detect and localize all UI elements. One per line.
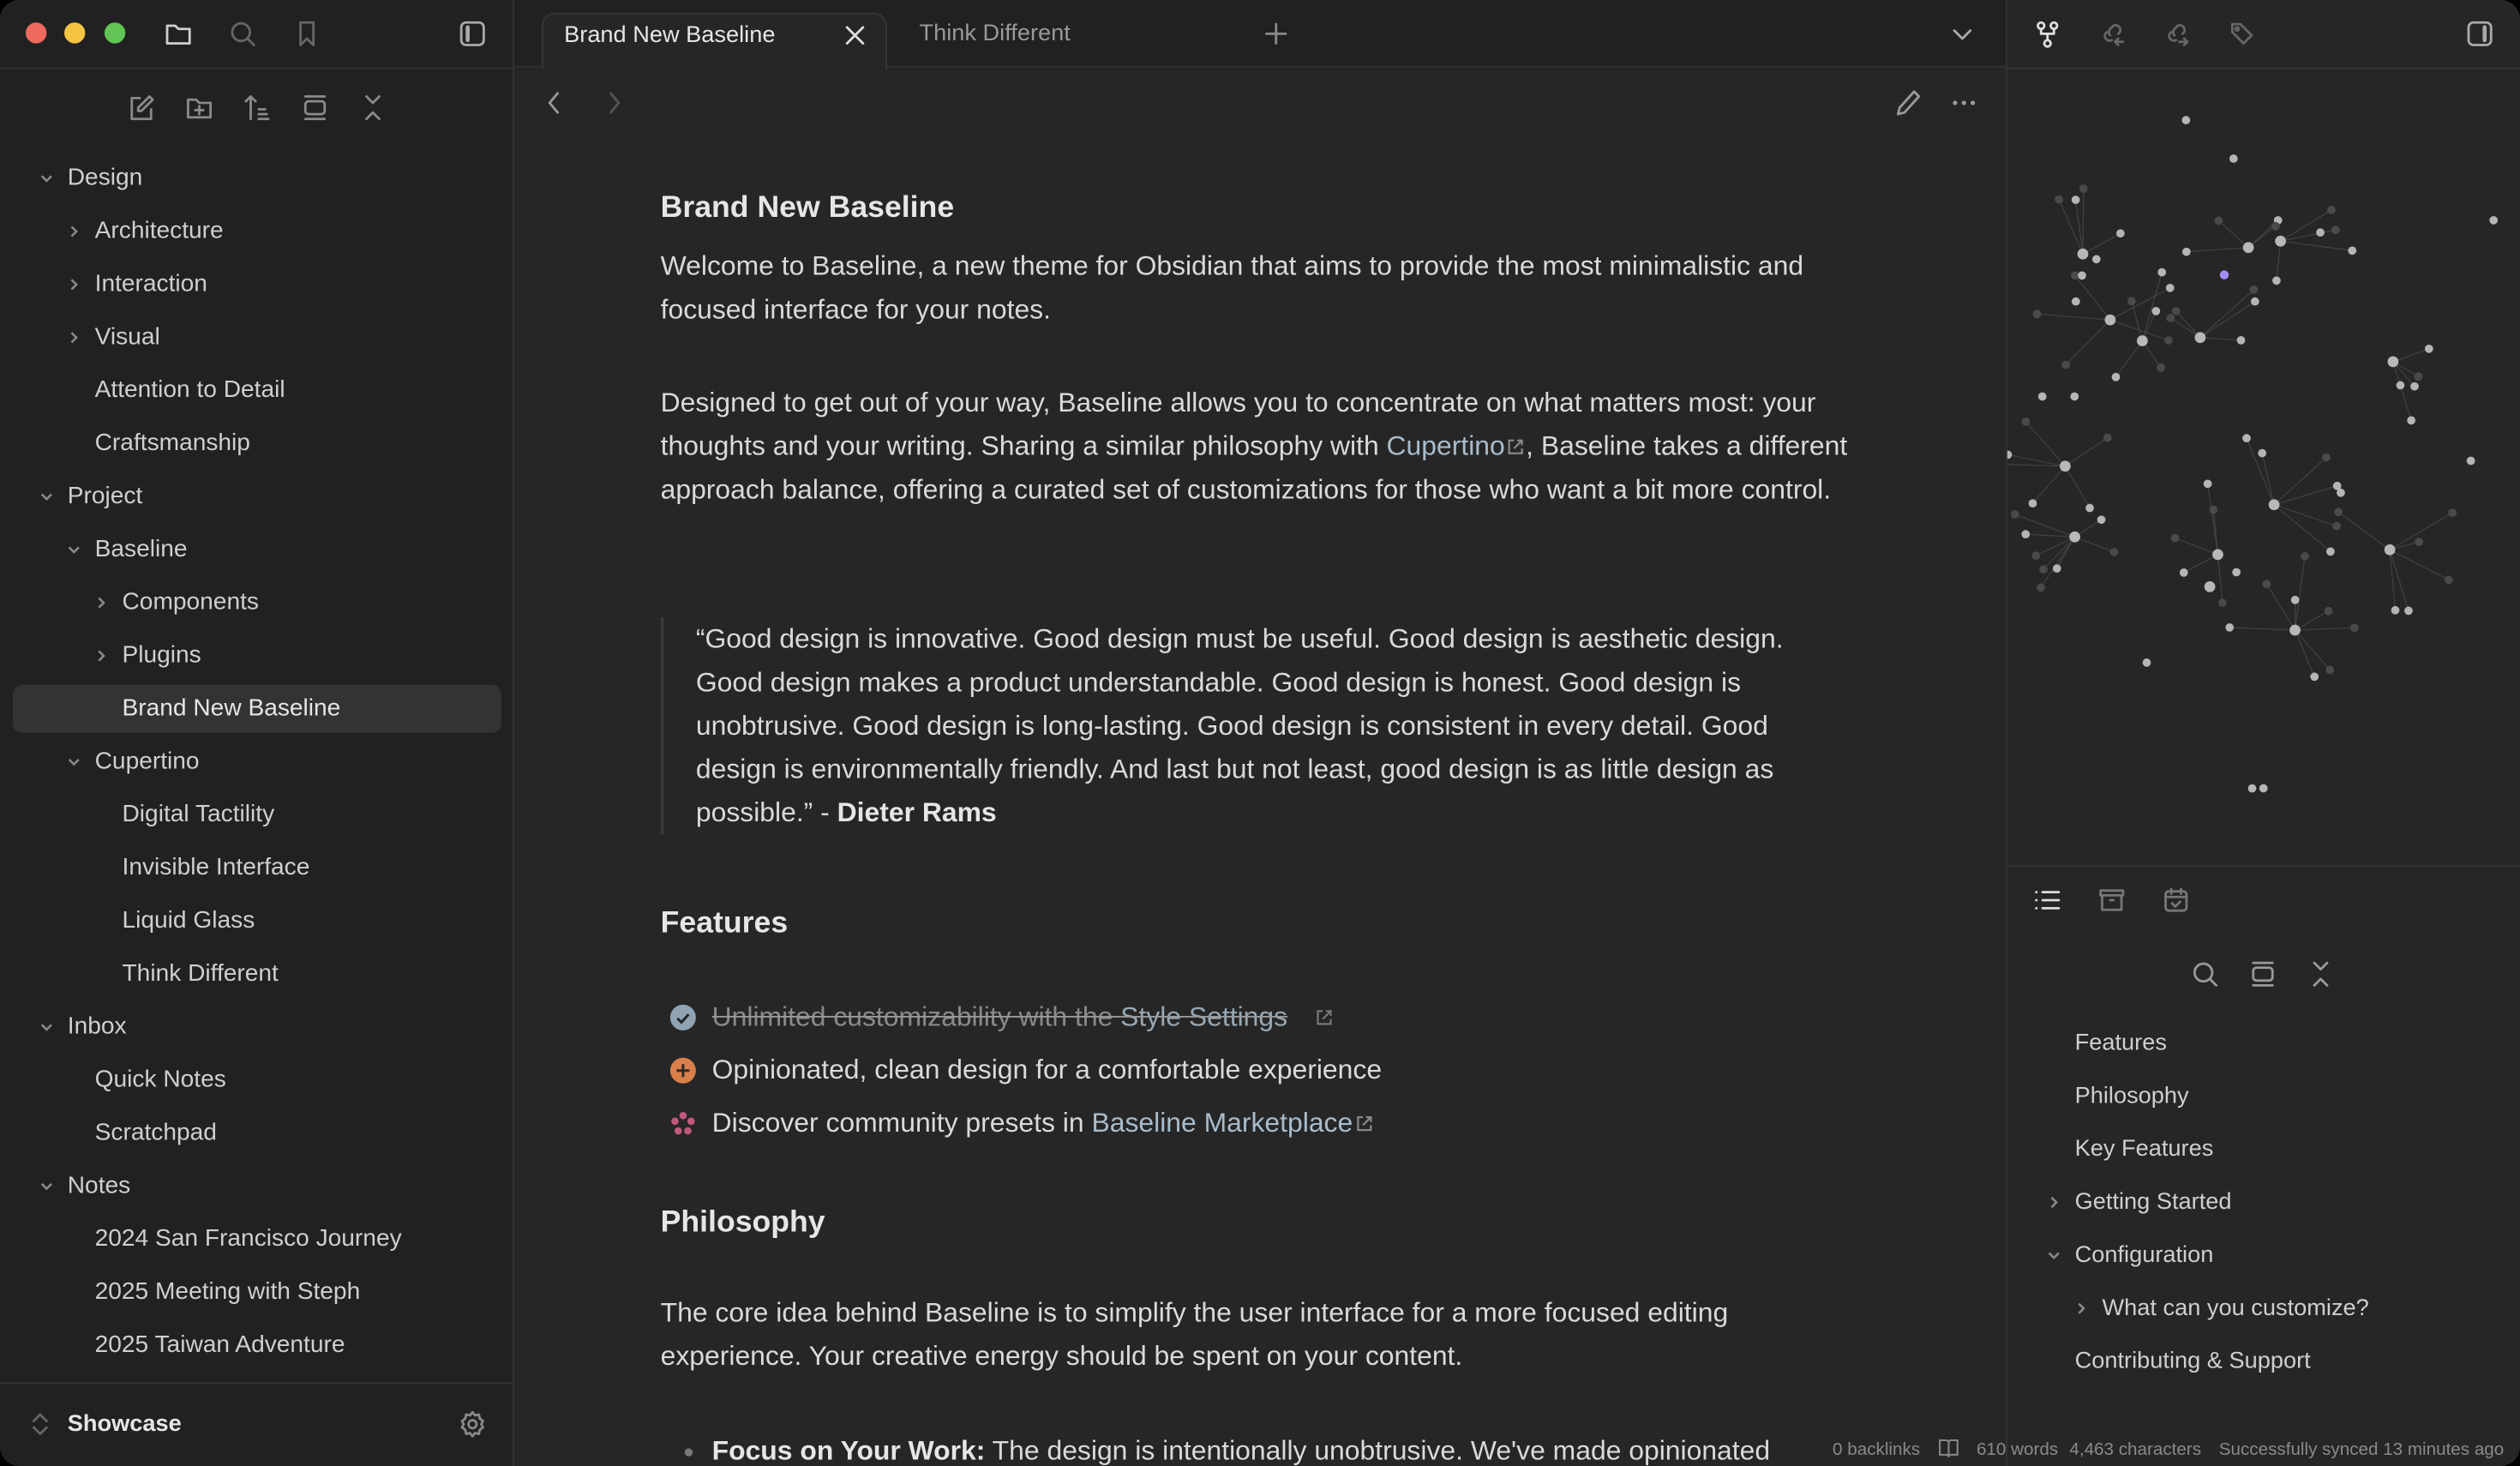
graph-node[interactable] (2205, 581, 2216, 592)
outline-item[interactable]: Configuration (2074, 1242, 2214, 1269)
search-icon[interactable] (228, 20, 257, 49)
graph-node[interactable] (2263, 580, 2271, 588)
minimize-window-button[interactable] (64, 22, 85, 43)
tags-icon[interactable] (2228, 20, 2257, 49)
graph-node[interactable] (2022, 418, 2031, 426)
close-tab-icon[interactable] (841, 21, 870, 50)
tab-list-chevron-down-icon[interactable] (1948, 20, 1977, 49)
tree-item[interactable] (13, 738, 501, 786)
new-note-icon[interactable] (127, 93, 156, 123)
blockquote (661, 617, 1851, 834)
heading-features: Features (660, 906, 789, 940)
task-text: Unlimited customizability with the (711, 1001, 1121, 1032)
outline-item[interactable]: Contributing & Support (2074, 1349, 2311, 1375)
tree-item-label: Scratchpad (94, 1119, 217, 1146)
graph-node[interactable] (2425, 345, 2433, 353)
graph-node[interactable] (2021, 530, 2030, 538)
graph-node[interactable] (2242, 434, 2251, 442)
maximize-window-button[interactable] (105, 22, 125, 43)
heading-philosophy: Philosophy (660, 1205, 825, 1240)
graph-node[interactable] (2243, 242, 2254, 253)
graph-node[interactable] (2072, 195, 2080, 204)
backlinks-count[interactable]: 0 backlinks (1833, 1440, 1921, 1460)
right-sidebar (2006, 0, 2520, 1466)
tree-item-label: Think Different (122, 959, 279, 988)
graph-node[interactable] (2248, 784, 2257, 793)
graph-node[interactable] (2055, 195, 2063, 204)
folder-icon[interactable] (164, 20, 193, 49)
outline-item[interactable]: What can you customize? (2102, 1295, 2369, 1322)
graph-node[interactable] (2171, 534, 2180, 543)
outline-list-icon[interactable] (2033, 886, 2062, 915)
graph-node[interactable] (2269, 499, 2280, 510)
outgoing-links-icon[interactable] (2162, 20, 2191, 49)
graph-node[interactable] (2251, 297, 2259, 306)
vault-switcher-icon[interactable] (26, 1409, 55, 1439)
bookmark-icon[interactable] (292, 20, 321, 49)
graph-node[interactable] (2038, 393, 2047, 401)
outline-item[interactable]: Key Features (2074, 1136, 2214, 1163)
tree-item-label: Quick Notes (94, 1066, 226, 1093)
graph-node[interactable] (2275, 236, 2286, 247)
graph-node[interactable] (2232, 568, 2241, 577)
graph-node[interactable] (2105, 315, 2116, 326)
graph-node[interactable] (2069, 532, 2080, 543)
paragraph-designed (661, 381, 1851, 511)
graph-node[interactable] (2448, 508, 2457, 517)
tree-item-label: 2024 San Francisco Journey (94, 1224, 402, 1253)
graph-node[interactable] (2289, 625, 2301, 636)
graph-node[interactable] (2210, 506, 2218, 514)
chevron-right-icon[interactable] (2046, 1194, 2062, 1211)
sort-icon[interactable] (243, 93, 272, 123)
graph-node[interactable] (2164, 336, 2173, 345)
graph-view-icon[interactable] (2033, 20, 2062, 49)
reading-book-icon[interactable] (1938, 1439, 1959, 1458)
tree-item-label: Inbox (67, 1012, 127, 1041)
graph-node[interactable] (2410, 382, 2419, 391)
paragraph-intro: Welcome to Baseline, a new theme for Obsidian that aims to provide the most minimalistic and focused interface for your notes. (660, 250, 1804, 325)
graph-node[interactable] (2225, 623, 2234, 632)
outline-item[interactable]: Philosophy (2074, 1083, 2189, 1109)
more-options-icon[interactable] (1949, 88, 1978, 117)
external-link-icon (1354, 1114, 1374, 1133)
tree-item[interactable] (13, 154, 501, 202)
graph-node[interactable] (2404, 607, 2413, 616)
graph-node[interactable] (2391, 606, 2400, 615)
tree-item[interactable] (13, 1109, 501, 1157)
style-settings-link[interactable]: Style Settings (1120, 1001, 1288, 1032)
tree-item-label: Visual (94, 322, 160, 351)
graph-node[interactable] (2237, 336, 2246, 345)
graph-node[interactable] (2445, 576, 2453, 585)
paragraph-core-idea: The core idea behind Baseline is to simplify the user interface for a more focused editing experience. Your creative energy should be spent on your content. (660, 1297, 1729, 1372)
collapse-all-icon[interactable] (358, 93, 387, 123)
graph-node[interactable] (2337, 489, 2345, 497)
graph-node[interactable] (2039, 565, 2048, 574)
task-text: Discover community presets in (711, 1107, 1092, 1139)
tree-item-label: Digital Tactility (122, 800, 275, 828)
graph-node[interactable] (2172, 307, 2181, 315)
tree-item[interactable] (13, 367, 501, 415)
graph-node[interactable] (2325, 607, 2333, 616)
graph-node[interactable] (2116, 229, 2125, 237)
tree-item-label: 2025 Meeting with Steph (94, 1277, 361, 1306)
bullet-bold: Focus on Your Work: (711, 1435, 986, 1466)
graph-node[interactable] (2326, 547, 2335, 556)
graph-node[interactable] (2182, 248, 2191, 256)
graph-node[interactable] (2415, 372, 2423, 381)
graph-node[interactable] (2007, 450, 2012, 459)
bullet-dot (685, 1448, 693, 1456)
graph-node[interactable] (2092, 255, 2101, 263)
tab-label: Brand New Baseline (564, 22, 776, 49)
auto-reveal-icon[interactable] (301, 93, 330, 123)
tree-item[interactable] (13, 791, 501, 839)
tree-item[interactable] (13, 526, 501, 574)
graph-node[interactable] (2137, 335, 2148, 346)
tree-item-label: Brand New Baseline (122, 694, 341, 722)
graph-node[interactable] (2258, 449, 2266, 458)
tree-item[interactable] (13, 844, 501, 892)
tree-item-label: Invisible Interface (122, 853, 310, 881)
chevron-down-icon[interactable] (39, 171, 55, 187)
tree-item-label: Plugins (122, 641, 201, 669)
outline-collapse-icon[interactable] (2307, 959, 2336, 988)
graph-node[interactable] (2151, 307, 2160, 315)
graph-node[interactable] (2097, 515, 2106, 524)
graph-node[interactable] (2157, 363, 2165, 372)
bullet-text: The design is intentionally unobtrusive. We've made opinionated (985, 1435, 1771, 1466)
graph-node[interactable] (2112, 373, 2121, 382)
outline-item[interactable]: Getting Started (2074, 1189, 2232, 1216)
tree-item[interactable] (13, 1163, 501, 1211)
tree-item-label: Craftsmanship (94, 429, 250, 457)
sidebar-toggle-icon[interactable] (458, 20, 487, 49)
graph-node[interactable] (2350, 623, 2359, 632)
graph-node[interactable] (2332, 522, 2341, 531)
tree-item[interactable] (13, 897, 501, 945)
graph-node[interactable] (2407, 416, 2415, 424)
tree-item[interactable] (13, 207, 501, 255)
chevron-down-icon[interactable] (66, 542, 82, 558)
chevron-down-icon[interactable] (39, 1178, 55, 1194)
backlinks-icon[interactable] (2097, 20, 2127, 49)
graph-node[interactable] (2348, 246, 2356, 255)
graph-node[interactable] (2029, 499, 2037, 508)
tree-item[interactable] (13, 579, 501, 627)
graph-node[interactable] (2467, 457, 2475, 466)
graph-node[interactable] (2229, 154, 2238, 163)
tree-item[interactable] (13, 632, 501, 680)
outline-auto-expand-icon[interactable] (2248, 959, 2277, 988)
tree-item-label: Baseline (94, 535, 188, 563)
graph-node[interactable] (2033, 309, 2042, 318)
settings-gear-icon[interactable] (458, 1409, 487, 1439)
graph-node[interactable] (2214, 217, 2223, 225)
graph-node[interactable] (2489, 216, 2498, 225)
chevron-down-icon[interactable] (39, 489, 55, 505)
tree-item-label: Attention to Detail (94, 376, 285, 404)
tree-item[interactable] (13, 472, 501, 520)
text: Designed to get out of your way, Baseline allows you to concentrate on what matters most: your thoughts and your writing. Sharing a similar philosophy with (660, 387, 1816, 462)
tree-item-label: Design (67, 164, 143, 192)
tab-think-different[interactable] (920, 13, 1241, 69)
new-tab-plus-icon[interactable] (1262, 20, 1291, 49)
graph-node[interactable] (2060, 460, 2071, 472)
tree-item[interactable] (13, 1268, 501, 1316)
graph-node[interactable] (2385, 544, 2396, 556)
graph-node[interactable] (2310, 672, 2319, 681)
graph-node[interactable] (2250, 285, 2259, 294)
tree-item[interactable] (13, 1056, 501, 1104)
quote-author: Dieter Rams (837, 797, 997, 828)
chevron-right-icon[interactable] (66, 277, 82, 293)
quote-text: “Good design is innovative. Good design must be useful. Good design is aesthetic design. Good design makes a product understandable. Good design is honest. Good design is unobtrusive. Good design is long-lasting. Good design is consistent in every detail. Good design is environmentally friendly. And last but not least, good design is as little design as possible.” - (695, 623, 1784, 828)
graph-node[interactable] (2031, 551, 2040, 560)
flower-icon[interactable] (670, 1111, 696, 1137)
baseline-marketplace-link[interactable]: Baseline Marketplace (1091, 1107, 1353, 1139)
tree-item-label: Liquid Glass (122, 906, 255, 934)
link-text: Cupertino (1386, 430, 1505, 462)
graph-view[interactable] (2007, 69, 2520, 865)
external-link-icon (1507, 437, 1527, 457)
graph-node[interactable] (2327, 206, 2336, 214)
editor-pane (514, 0, 2006, 1466)
close-window-button[interactable] (26, 22, 46, 43)
graph-node[interactable] (2166, 284, 2175, 292)
graph-node[interactable] (2181, 116, 2190, 124)
graph-node[interactable] (2110, 548, 2119, 556)
tree-item-label: Notes (67, 1171, 131, 1199)
outline-search-icon[interactable] (2191, 959, 2220, 988)
graph-node[interactable] (2325, 666, 2334, 675)
tree-item[interactable] (13, 314, 501, 362)
sync-status[interactable]: Successfully synced 13 minutes ago (2218, 1440, 2505, 1460)
archive-icon[interactable] (2097, 886, 2127, 915)
tree-item[interactable] (13, 1321, 501, 1369)
graph-node[interactable] (2180, 568, 2188, 577)
graph-node[interactable] (2195, 332, 2206, 343)
graph-node[interactable] (2085, 504, 2094, 513)
chevron-right-icon[interactable] (2073, 1301, 2090, 1317)
graph-node[interactable] (2103, 434, 2112, 442)
forward-arrow-icon[interactable] (599, 88, 628, 117)
left-sidebar (0, 0, 514, 1466)
plus-circle-icon[interactable] (670, 1058, 696, 1084)
graph-node[interactable] (2011, 510, 2019, 519)
edit-pencil-icon[interactable] (1893, 88, 1923, 117)
graph-node[interactable] (2218, 598, 2227, 607)
tab-brand-new-baseline[interactable] (542, 13, 887, 69)
graph-node[interactable] (2078, 249, 2089, 260)
tree-item[interactable] (13, 685, 501, 733)
tree-item[interactable] (13, 261, 501, 309)
back-arrow-icon[interactable] (540, 88, 569, 117)
graph-node[interactable] (2166, 314, 2175, 322)
graph-node[interactable] (2037, 583, 2045, 592)
status-bar (1820, 1439, 2504, 1459)
graph-node[interactable] (2053, 564, 2061, 573)
graph-node[interactable] (2301, 552, 2309, 561)
graph-node[interactable] (2079, 184, 2088, 193)
tree-item[interactable] (13, 1003, 501, 1051)
graph-node[interactable] (2331, 225, 2340, 234)
tab-bar (514, 0, 2006, 68)
tree-item[interactable] (13, 1216, 501, 1264)
tree-item-label: Project (67, 482, 143, 510)
tree-item-label: Architecture (94, 217, 224, 244)
vault-name[interactable]: Showcase (67, 1411, 182, 1438)
graph-node[interactable] (2143, 658, 2151, 667)
graph-node[interactable] (2334, 508, 2343, 516)
graph-node[interactable] (2272, 276, 2281, 285)
chevron-right-icon[interactable] (93, 595, 110, 611)
graph-node[interactable] (2322, 454, 2331, 462)
chevron-down-icon[interactable] (66, 754, 82, 770)
graph-node[interactable] (2291, 596, 2300, 604)
task-text: Opinionated, clean design for a comfortable experience (711, 1054, 1383, 1085)
graph-node[interactable] (2204, 479, 2212, 488)
graph-node[interactable] (2078, 271, 2086, 279)
chevron-right-icon[interactable] (66, 329, 82, 345)
character-count: 4,463 characters (2069, 1440, 2202, 1460)
graph-node[interactable] (2061, 361, 2070, 370)
graph-node[interactable] (2072, 297, 2080, 306)
tree-item[interactable] (13, 419, 501, 467)
graph-node-current[interactable] (2220, 270, 2229, 279)
chevron-right-icon[interactable] (66, 224, 82, 240)
graph-node[interactable] (2259, 784, 2268, 793)
tree-item-label: Cupertino (94, 747, 200, 775)
graph-node[interactable] (2070, 393, 2079, 401)
tree-item-label: 2025 Taiwan Adventure (94, 1331, 345, 1359)
tree-item-label: Components (122, 588, 259, 616)
checkbox-checked-icon[interactable] (670, 1005, 696, 1030)
new-folder-icon[interactable] (185, 93, 214, 123)
cupertino-link[interactable] (1387, 431, 1527, 462)
graph-node[interactable] (2271, 222, 2280, 231)
tab-label: Think Different (919, 21, 1071, 47)
graph-node[interactable] (2388, 357, 2399, 368)
outline-item[interactable]: Features (2074, 1030, 2167, 1056)
chevron-down-icon[interactable] (39, 1019, 55, 1036)
graph-node[interactable] (2157, 268, 2166, 277)
external-link-icon (1315, 1008, 1335, 1028)
note-title: Brand New Baseline (660, 191, 955, 225)
graph-node[interactable] (2316, 228, 2325, 237)
calendar-check-icon[interactable] (2162, 886, 2191, 915)
text: , Baseline takes a different approach balance, offering a curated set of customizations for those who want a bit more control. (660, 430, 1848, 505)
graph-node[interactable] (2127, 297, 2136, 305)
chevron-down-icon[interactable] (2046, 1247, 2062, 1264)
tree-item-label: Interaction (94, 270, 207, 297)
tree-item[interactable] (13, 950, 501, 998)
graph-node[interactable] (2397, 382, 2405, 390)
graph-node[interactable] (2415, 538, 2423, 546)
word-count: 610 words (1976, 1440, 2059, 1460)
graph-node[interactable] (2212, 550, 2223, 561)
right-sidebar-toggle-icon[interactable] (2465, 20, 2494, 49)
chevron-right-icon[interactable] (93, 648, 110, 664)
